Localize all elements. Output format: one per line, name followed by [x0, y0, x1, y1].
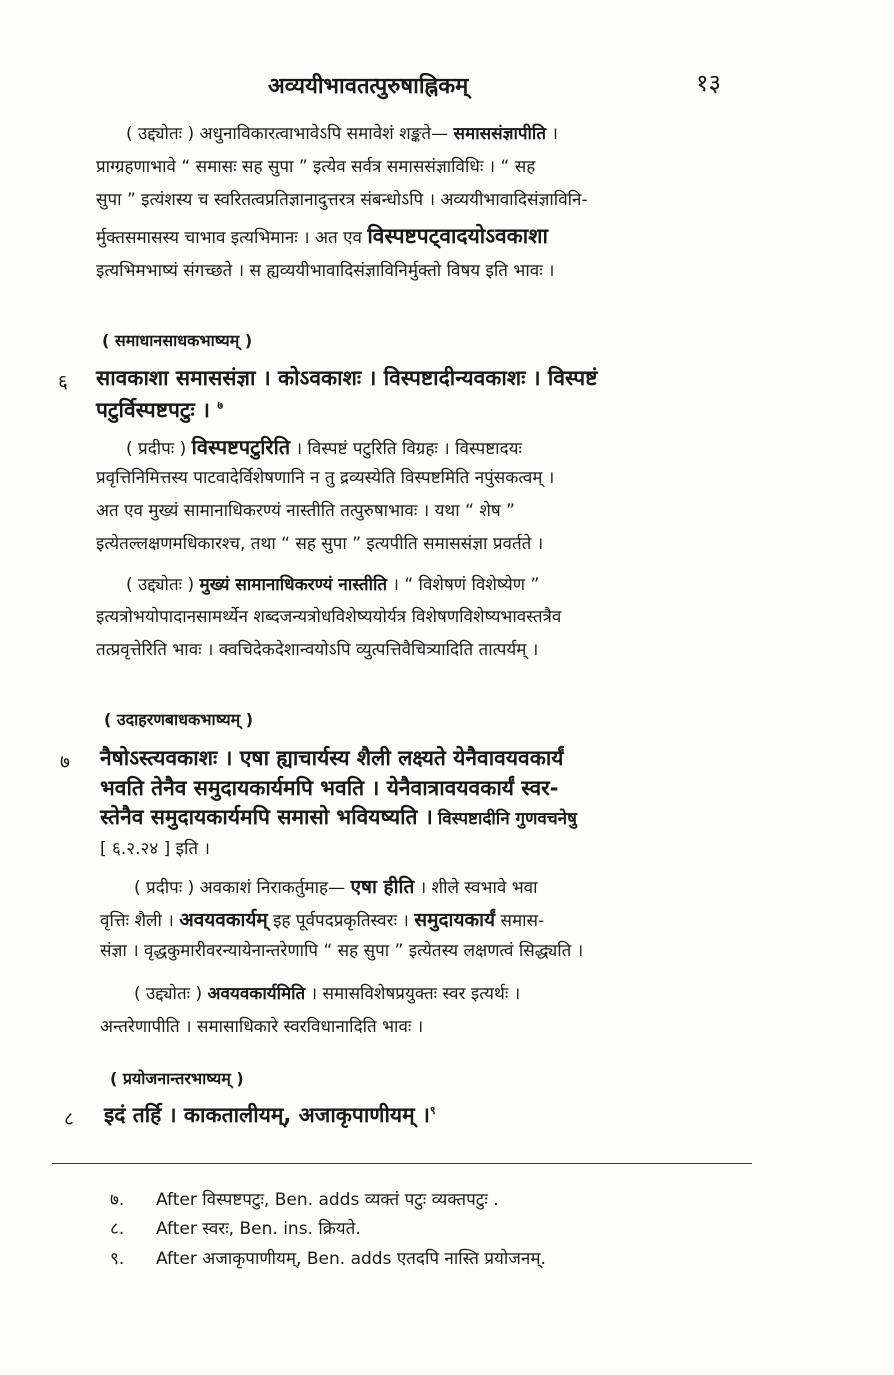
- pradipa-line-3: संज्ञा । वृद्धकुमारीवरन्यायेनान्तरेणापि “ सह सुपा ” इत्येतस्य लक्षणत्वं सिद्ध्यति ।: [100, 941, 584, 961]
- running-head: अव्ययीभावतत्पुरुषाह्निकम्: [268, 74, 469, 99]
- footnote: ७. After विस्पष्टपटुः, Ben. adds व्यक्तं पटुः व्यक्तपटुः .: [110, 1190, 499, 1210]
- footnote: ८. After स्वरः, Ben. ins. क्रियते.: [110, 1219, 361, 1239]
- section-heading: ( प्रयोजनान्तरभाष्यम् ): [110, 1069, 244, 1088]
- footnote-ref: ९: [429, 1104, 436, 1117]
- bhashya-line-2: पटुर्विस्पष्टपटुः । $^७$: [96, 398, 224, 422]
- uddyota-line-2: इत्यत्रोभयोपादानसामर्थ्येन शब्दजन्यत्रोधविशेष्ययोर्यत्र विशेषणविशेष्यभावस्तत्रैव: [96, 607, 562, 627]
- footnote-rule: [52, 1163, 752, 1164]
- bhashya-line-1: नैषोऽस्त्यवकाशः । एषा ह्याचार्यस्य शैली लक्ष्यते येनैवावयवकार्यं: [100, 746, 564, 770]
- uddyota-line-1: ( उद्द्योतः ) अधुनाविकारत्वाभावेऽपि समावेशं शङ्कते— समाससंज्ञापीति ।: [126, 124, 558, 144]
- uddyota-line-3: तत्प्रवृत्तेरिति भावः । क्वचिदेकदेशान्वयोऽपि व्युत्पत्तिवैचित्र्यादिति तात्पर्यम् ।: [96, 640, 539, 660]
- section-heading: ( उदाहरणबाधकभाष्यम् ): [104, 710, 254, 729]
- uddyota-line-3: सुपा ” इत्यंशस्य च स्वरितत्वप्रतिज्ञानादुत्तरत्र संबन्धोऽपि । अव्ययीभावादिसंज्ञाविनि-: [96, 190, 588, 210]
- pradipa-line-1: ( प्रदीपः ) विस्पष्टपटुरिति । विस्पष्टं पटुरिति विग्रहः । विस्पष्टादयः: [126, 435, 522, 459]
- uddyota-line-2: अन्तरेणापीति । समासाधिकारे स्वरविधानादिति भावः ।: [100, 1017, 424, 1037]
- uddyota-line-4: र्मुक्तसमासस्य चाभाव इत्यभिमानः । अत एव विस्पष्टपट्वादयोऽवकाशा: [96, 224, 548, 248]
- bhashya-number: ७: [60, 751, 70, 773]
- uddyota-line-2: प्राग्ग्रहणाभावे “ समासः सह सुपा ” इत्येव सर्वत्र समाससंज्ञाविधिः । “ सह: [96, 157, 536, 177]
- page-number: १३: [696, 69, 721, 97]
- pradipa-line-2: वृत्तिः शैली । अवयवकार्यम् इह पूर्वपदप्रकृतिस्वरः । समुदायकार्यं समास-: [100, 909, 545, 931]
- bhashya-line-4: [ ६.२.२४ ] इति ।: [100, 839, 210, 859]
- pradipa-line-1: ( प्रदीपः ) अवकाशं निराकर्तुमाह— एषा हीति । शीले स्वभावे भवा: [134, 876, 538, 898]
- uddyota-line-1: ( उद्द्योतः ) मुख्यं सामानाधिकरण्यं नास्तीति । “ विशेषणं विशेष्येण ”: [126, 575, 540, 595]
- footnote: ९. After अजाकृपाणीयम्, Ben. adds एतदपि नास्ति प्रयोजनम्.: [110, 1249, 546, 1269]
- commentary-label: ( उद्द्योतः ): [134, 984, 203, 1004]
- commentary-label: ( प्रदीपः ): [126, 439, 187, 459]
- bhashya-line-1: सावकाशा समाससंज्ञा । कोऽवकाशः । विस्पष्टादीन्यवकाशः । विस्पष्टं: [96, 366, 598, 390]
- commentary-label: ( उद्द्योतः ): [126, 575, 195, 595]
- commentary-label: ( प्रदीपः ): [134, 878, 195, 898]
- pradipa-line-4: इत्येतल्लक्षणमधिकारश्च, तथा “ सह सुपा ” इत्यपीति समाससंज्ञा प्रवर्तते ।: [96, 534, 544, 554]
- bhashya-line-3: स्तेनैव समुदायकार्यमपि समासो भवियष्यति । विस्पष्टादीनि गुणवचनेषु: [100, 805, 577, 829]
- bhashya-line-2: भवति तेनैव समुदायकार्यमपि भवति । येनैवात्रावयवकार्यं स्वर-: [100, 776, 559, 800]
- pradipa-line-3: अत एव मुख्यं सामानाधिकरण्यं नास्तीति तत्पुरुषाभावः । यथा “ शेष ”: [96, 501, 515, 521]
- section-heading: ( समाधानसाधकभाष्यम् ): [102, 331, 253, 350]
- bhashya-line-1: इदं तर्हि । काकतालीयम्, अजाकृपाणीयम् ।$^९$: [104, 1103, 436, 1127]
- footnote-ref: ७: [217, 399, 224, 412]
- uddyota-line-5: इत्यभिमभाष्यं संगच्छते । स ह्यव्ययीभावादिसंज्ञाविनिर्मुक्तो विषय इति भावः ।: [96, 261, 555, 281]
- bhashya-number: ८: [64, 1108, 74, 1130]
- commentary-label: ( उद्द्योतः ): [126, 124, 195, 144]
- uddyota-line-1: ( उद्द्योतः ) अवयवकार्यमिति । समासविशेषप्रयुक्तः स्वर इत्यर्थः ।: [134, 984, 521, 1004]
- bhashya-number: ६: [58, 371, 68, 393]
- pradipa-line-2: प्रवृत्तिनिमित्तस्य पाटवादेर्विशेषणानि न तु द्रव्यस्येति विस्पष्टमिति नपुंसकत्वम् ।: [96, 468, 555, 488]
